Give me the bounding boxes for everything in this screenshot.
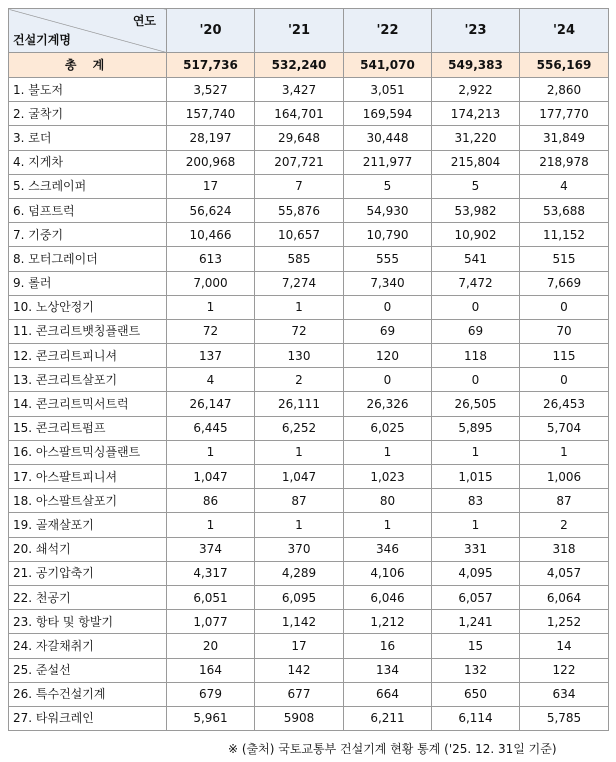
count-cell: 5,785 xyxy=(520,706,609,730)
count-cell: 200,968 xyxy=(167,150,255,174)
machine-name: 14. 콘크리트믹서트럭 xyxy=(9,392,167,416)
count-cell: 1 xyxy=(255,440,344,464)
count-cell: 664 xyxy=(344,682,432,706)
count-cell: 1 xyxy=(255,513,344,537)
table-row xyxy=(9,634,609,658)
count-cell: 87 xyxy=(255,489,344,513)
count-cell: 26,453 xyxy=(520,392,609,416)
count-cell: 5 xyxy=(344,174,432,198)
year-header: '20 xyxy=(167,9,255,53)
count-cell: 53,688 xyxy=(520,198,609,222)
count-cell: 5,704 xyxy=(520,416,609,440)
machine-name: 25. 준설선 xyxy=(9,658,167,682)
count-cell: 2 xyxy=(520,513,609,537)
count-cell: 30,448 xyxy=(344,126,432,150)
count-cell: 29,648 xyxy=(255,126,344,150)
count-cell: 86 xyxy=(167,489,255,513)
table-row xyxy=(9,126,609,150)
machine-name: 5. 스크레이퍼 xyxy=(9,174,167,198)
count-cell: 115 xyxy=(520,344,609,368)
table-row xyxy=(9,585,609,609)
count-cell: 17 xyxy=(167,174,255,198)
count-cell: 1,077 xyxy=(167,610,255,634)
count-cell: 515 xyxy=(520,247,609,271)
count-cell: 10,466 xyxy=(167,223,255,247)
count-cell: 1,047 xyxy=(167,465,255,489)
count-cell: 370 xyxy=(255,537,344,561)
count-cell: 3,427 xyxy=(255,78,344,102)
count-cell: 318 xyxy=(520,537,609,561)
count-cell: 207,721 xyxy=(255,150,344,174)
machine-name: 3. 로더 xyxy=(9,126,167,150)
count-cell: 72 xyxy=(255,319,344,343)
year-header: '22 xyxy=(344,9,432,53)
count-cell: 7 xyxy=(255,174,344,198)
machine-name: 10. 노상안정기 xyxy=(9,295,167,319)
count-cell: 0 xyxy=(520,295,609,319)
count-cell: 6,211 xyxy=(344,706,432,730)
count-cell: 1 xyxy=(432,440,520,464)
count-cell: 10,790 xyxy=(344,223,432,247)
year-header: '23 xyxy=(432,9,520,53)
count-cell: 26,505 xyxy=(432,392,520,416)
table-row xyxy=(9,295,609,319)
count-cell: 26,111 xyxy=(255,392,344,416)
count-cell: 1,241 xyxy=(432,610,520,634)
count-cell: 28,197 xyxy=(167,126,255,150)
count-cell: 17 xyxy=(255,634,344,658)
count-cell: 6,445 xyxy=(167,416,255,440)
count-cell: 72 xyxy=(167,319,255,343)
count-cell: 679 xyxy=(167,682,255,706)
count-cell: 5,961 xyxy=(167,706,255,730)
count-cell: 2,922 xyxy=(432,78,520,102)
count-cell: 211,977 xyxy=(344,150,432,174)
table-row xyxy=(9,223,609,247)
count-cell: 0 xyxy=(432,295,520,319)
count-cell: 7,274 xyxy=(255,271,344,295)
count-cell: 6,252 xyxy=(255,416,344,440)
machine-name: 8. 모터그레이더 xyxy=(9,247,167,271)
count-cell: 5,895 xyxy=(432,416,520,440)
count-cell: 69 xyxy=(344,319,432,343)
count-cell: 331 xyxy=(432,537,520,561)
table-row xyxy=(9,102,609,126)
count-cell: 80 xyxy=(344,489,432,513)
count-cell: 6,064 xyxy=(520,585,609,609)
count-cell: 4,106 xyxy=(344,561,432,585)
count-cell: 0 xyxy=(344,295,432,319)
count-cell: 1 xyxy=(344,513,432,537)
machine-name: 24. 자갈채취기 xyxy=(9,634,167,658)
table-row xyxy=(9,537,609,561)
count-cell: 164 xyxy=(167,658,255,682)
count-cell: 7,000 xyxy=(167,271,255,295)
count-cell: 26,326 xyxy=(344,392,432,416)
count-cell: 132 xyxy=(432,658,520,682)
machine-name: 9. 롤러 xyxy=(9,271,167,295)
machine-name: 18. 아스팔트살포기 xyxy=(9,489,167,513)
count-cell: 6,046 xyxy=(344,585,432,609)
total-value: 556,169 xyxy=(520,53,609,78)
corner-machine-label: 건설기계명 xyxy=(13,33,71,47)
machine-name: 15. 콘크리트펌프 xyxy=(9,416,167,440)
count-cell: 215,804 xyxy=(432,150,520,174)
year-header: '21 xyxy=(255,9,344,53)
count-cell: 650 xyxy=(432,682,520,706)
total-value: 532,240 xyxy=(255,53,344,78)
machine-name: 17. 아스팔트피니셔 xyxy=(9,465,167,489)
machine-name: 22. 천공기 xyxy=(9,585,167,609)
table-row xyxy=(9,344,609,368)
machine-name: 6. 덤프트럭 xyxy=(9,198,167,222)
count-cell: 122 xyxy=(520,658,609,682)
machine-name: 11. 콘크리트뱃칭플랜트 xyxy=(9,319,167,343)
table-row xyxy=(9,706,609,730)
table-row xyxy=(9,150,609,174)
count-cell: 4 xyxy=(520,174,609,198)
count-cell: 4,289 xyxy=(255,561,344,585)
machine-name: 12. 콘크리트피니셔 xyxy=(9,344,167,368)
count-cell: 3,051 xyxy=(344,78,432,102)
table-row xyxy=(9,658,609,682)
count-cell: 1,047 xyxy=(255,465,344,489)
count-cell: 120 xyxy=(344,344,432,368)
count-cell: 164,701 xyxy=(255,102,344,126)
machine-name: 1. 불도저 xyxy=(9,78,167,102)
table-row xyxy=(9,78,609,102)
count-cell: 134 xyxy=(344,658,432,682)
table-row xyxy=(9,440,609,464)
count-cell: 634 xyxy=(520,682,609,706)
table-row xyxy=(9,392,609,416)
machine-name: 19. 골재살포기 xyxy=(9,513,167,537)
total-value: 541,070 xyxy=(344,53,432,78)
count-cell: 677 xyxy=(255,682,344,706)
count-cell: 3,527 xyxy=(167,78,255,102)
count-cell: 4 xyxy=(167,368,255,392)
count-cell: 1,015 xyxy=(432,465,520,489)
machine-name: 4. 지게차 xyxy=(9,150,167,174)
count-cell: 142 xyxy=(255,658,344,682)
count-cell: 1 xyxy=(255,295,344,319)
count-cell: 0 xyxy=(344,368,432,392)
count-cell: 374 xyxy=(167,537,255,561)
count-cell: 11,152 xyxy=(520,223,609,247)
count-cell: 555 xyxy=(344,247,432,271)
count-cell: 541 xyxy=(432,247,520,271)
count-cell: 6,025 xyxy=(344,416,432,440)
count-cell: 6,095 xyxy=(255,585,344,609)
count-cell: 1,142 xyxy=(255,610,344,634)
count-cell: 0 xyxy=(520,368,609,392)
count-cell: 10,902 xyxy=(432,223,520,247)
count-cell: 20 xyxy=(167,634,255,658)
count-cell: 218,978 xyxy=(520,150,609,174)
machine-name: 27. 타워크레인 xyxy=(9,706,167,730)
count-cell: 6,114 xyxy=(432,706,520,730)
total-row xyxy=(9,53,609,78)
count-cell: 130 xyxy=(255,344,344,368)
table-row xyxy=(9,319,609,343)
count-cell: 1 xyxy=(167,295,255,319)
table-row xyxy=(9,489,609,513)
table-row xyxy=(9,682,609,706)
count-cell: 4,095 xyxy=(432,561,520,585)
corner-year-label: 연도 xyxy=(132,14,156,28)
count-cell: 6,051 xyxy=(167,585,255,609)
count-cell: 31,849 xyxy=(520,126,609,150)
count-cell: 10,657 xyxy=(255,223,344,247)
total-value: 549,383 xyxy=(432,53,520,78)
machine-name: 26. 특수건설기계 xyxy=(9,682,167,706)
count-cell: 1 xyxy=(344,440,432,464)
count-cell: 31,220 xyxy=(432,126,520,150)
count-cell: 4,317 xyxy=(167,561,255,585)
count-cell: 613 xyxy=(167,247,255,271)
table-row xyxy=(9,416,609,440)
count-cell: 1 xyxy=(432,513,520,537)
year-header: '24 xyxy=(520,9,609,53)
count-cell: 174,213 xyxy=(432,102,520,126)
count-cell: 6,057 xyxy=(432,585,520,609)
count-cell: 83 xyxy=(432,489,520,513)
count-cell: 70 xyxy=(520,319,609,343)
count-cell: 118 xyxy=(432,344,520,368)
count-cell: 0 xyxy=(432,368,520,392)
count-cell: 5 xyxy=(432,174,520,198)
count-cell: 14 xyxy=(520,634,609,658)
count-cell: 1,023 xyxy=(344,465,432,489)
table-row xyxy=(9,368,609,392)
table-row xyxy=(9,610,609,634)
count-cell: 1,006 xyxy=(520,465,609,489)
count-cell: 2 xyxy=(255,368,344,392)
table-row xyxy=(9,561,609,585)
count-cell: 4,057 xyxy=(520,561,609,585)
construction-machinery-table xyxy=(8,8,609,731)
machine-name: 20. 쇄석기 xyxy=(9,537,167,561)
count-cell: 16 xyxy=(344,634,432,658)
count-cell: 585 xyxy=(255,247,344,271)
corner-header xyxy=(9,9,167,53)
count-cell: 7,340 xyxy=(344,271,432,295)
count-cell: 54,930 xyxy=(344,198,432,222)
count-cell: 169,594 xyxy=(344,102,432,126)
count-cell: 346 xyxy=(344,537,432,561)
machine-name: 21. 공기압축기 xyxy=(9,561,167,585)
machine-name: 2. 굴착기 xyxy=(9,102,167,126)
machine-name: 13. 콘크리트살포기 xyxy=(9,368,167,392)
table-row xyxy=(9,271,609,295)
count-cell: 53,982 xyxy=(432,198,520,222)
table-row xyxy=(9,247,609,271)
count-cell: 69 xyxy=(432,319,520,343)
total-value: 517,736 xyxy=(167,53,255,78)
table-row xyxy=(9,198,609,222)
count-cell: 1,212 xyxy=(344,610,432,634)
count-cell: 2,860 xyxy=(520,78,609,102)
count-cell: 26,147 xyxy=(167,392,255,416)
count-cell: 5908 xyxy=(255,706,344,730)
count-cell: 55,876 xyxy=(255,198,344,222)
count-cell: 7,669 xyxy=(520,271,609,295)
table-row xyxy=(9,465,609,489)
count-cell: 1 xyxy=(167,440,255,464)
count-cell: 87 xyxy=(520,489,609,513)
table-row xyxy=(9,513,609,537)
count-cell: 7,472 xyxy=(432,271,520,295)
total-label: 총 계 xyxy=(9,53,167,78)
count-cell: 56,624 xyxy=(167,198,255,222)
machine-name: 7. 기중기 xyxy=(9,223,167,247)
count-cell: 1 xyxy=(167,513,255,537)
header-row xyxy=(9,9,609,53)
count-cell: 137 xyxy=(167,344,255,368)
source-note: ※ (출처) 국토교통부 건설기계 현황 통계 ('25. 12. 31일 기준) xyxy=(228,742,557,756)
count-cell: 177,770 xyxy=(520,102,609,126)
count-cell: 1 xyxy=(520,440,609,464)
count-cell: 157,740 xyxy=(167,102,255,126)
machine-name: 23. 항타 및 항발기 xyxy=(9,610,167,634)
count-cell: 15 xyxy=(432,634,520,658)
count-cell: 1,252 xyxy=(520,610,609,634)
machine-name: 16. 아스팔트믹싱플랜트 xyxy=(9,440,167,464)
table-row xyxy=(9,174,609,198)
